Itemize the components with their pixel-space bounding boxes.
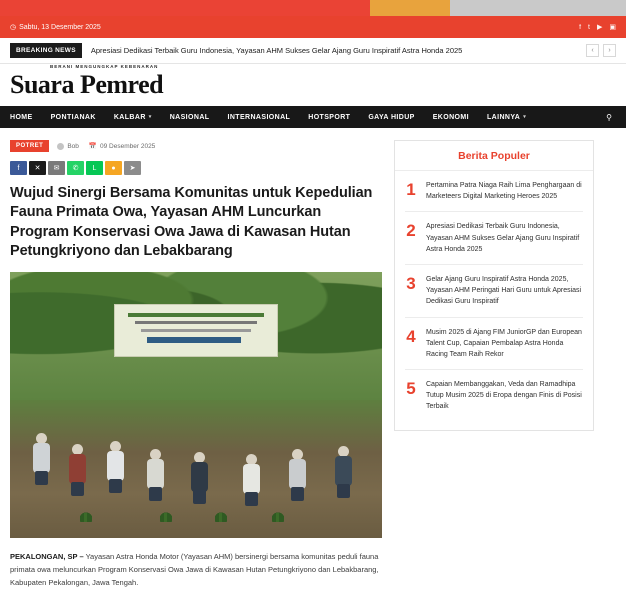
- banner-line-4: [147, 337, 241, 343]
- nav-label: EKONOMI: [432, 113, 469, 121]
- youtube-icon[interactable]: ▶: [596, 24, 603, 31]
- nav-item-gaya-hidup[interactable]: [359, 106, 423, 128]
- article-author: [57, 143, 79, 150]
- banner-line-2: [135, 321, 258, 324]
- search-icon[interactable]: ⚲: [606, 112, 612, 122]
- seedling-2: [160, 506, 172, 522]
- article-meta-row: [10, 140, 382, 152]
- nav-label: HOME: [10, 113, 33, 121]
- breaking-news-bar: [0, 38, 626, 64]
- share-more-button[interactable]: ➤: [124, 161, 141, 175]
- seedling-4: [272, 506, 284, 522]
- browser-tab-active[interactable]: [0, 0, 370, 16]
- person-7: [288, 449, 308, 501]
- nav-item-pontianak[interactable]: [42, 106, 105, 128]
- nav-label: INTERNASIONAL: [227, 113, 291, 121]
- rank-number: 3: [406, 273, 416, 293]
- article-date: [89, 142, 155, 150]
- article-lead-text: Yayasan Astra Honda Motor (Yayasan AHM) bersinergi bersama komunitas peduli fauna primata owa meluncurkan Program Konservasi Owa Jawa di Kawasan Hutan Petungkriyono dan Lebakbarang, Kabupaten Pekalongan, Jawa Tengah.: [10, 552, 379, 588]
- person-8: [334, 446, 354, 498]
- breaking-next-button[interactable]: ›: [603, 44, 616, 57]
- person-legs: [193, 490, 206, 504]
- share-whatsapp-button[interactable]: ✆: [67, 161, 84, 175]
- seedling-3: [215, 506, 227, 522]
- person-legs: [35, 471, 48, 485]
- list-item[interactable]: [405, 369, 583, 422]
- content-area: [0, 128, 626, 590]
- popular-news-list: [395, 171, 593, 430]
- popular-news-widget: [394, 140, 594, 431]
- nav-label: LAINNYA: [486, 113, 521, 121]
- author-icon: [57, 143, 64, 150]
- share-facebook-button[interactable]: f: [10, 161, 27, 175]
- rank-number: 4: [406, 326, 416, 346]
- current-date-label: Sabtu, 13 Desember 2025: [19, 23, 101, 31]
- share-email-button[interactable]: ✉: [48, 161, 65, 175]
- site-logo[interactable]: [10, 64, 164, 99]
- person-head: [72, 444, 83, 455]
- instagram-icon[interactable]: ▣: [609, 24, 616, 31]
- site-name: Suara Pemred: [10, 70, 164, 99]
- author-name: Bob: [67, 142, 79, 150]
- nav-item-ekonomi[interactable]: [424, 106, 478, 128]
- share-messenger-button[interactable]: ●: [105, 161, 122, 175]
- clock-icon: ◷: [10, 24, 17, 31]
- person-body: [33, 443, 50, 473]
- banner-line-1: [128, 313, 264, 317]
- list-item-title: Musim 2025 di Ajang FIM JuniorGP dan European Talent Cup, Capaian Pembalap Astra Honda Racing Team Raih Rekor: [426, 328, 582, 358]
- rank-number: 1: [406, 180, 416, 199]
- nav-item-lainnya[interactable]: [478, 106, 535, 128]
- person-legs: [291, 487, 304, 501]
- person-legs: [245, 492, 258, 506]
- person-legs: [71, 482, 84, 496]
- breaking-news-headline[interactable]: Apresiasi Dedikasi Terbaik Guru Indonesia, Yayasan AHM Sukses Gelar Ajang Guru Inspiratif Astra Honda 2025: [90, 46, 463, 55]
- list-item[interactable]: [405, 317, 583, 370]
- article-dateline: PEKALONGAN, SP –: [10, 552, 84, 562]
- article-lead-paragraph: [10, 550, 382, 589]
- rank-number: 2: [406, 221, 416, 241]
- calendar-icon: 📅: [88, 143, 98, 150]
- list-item[interactable]: [405, 211, 583, 264]
- nav-label: GAYA HIDUP: [368, 113, 415, 121]
- breaking-news-nav: [586, 44, 616, 57]
- share-twitter-button[interactable]: ✕: [29, 161, 46, 175]
- person-head: [194, 452, 205, 463]
- seedling-1: [80, 506, 92, 522]
- person-legs: [149, 487, 162, 501]
- person-legs: [337, 484, 350, 498]
- person-legs: [109, 479, 122, 493]
- event-banner: [114, 304, 278, 357]
- chevron-down-icon: ▾: [148, 114, 152, 120]
- person-body: [191, 462, 208, 492]
- article-date-label: 09 Desember 2025: [100, 142, 156, 150]
- chevron-down-icon: ▾: [523, 114, 527, 120]
- person-6: [242, 454, 262, 506]
- nav-item-nasional[interactable]: [161, 106, 219, 128]
- current-date: [10, 23, 101, 31]
- popular-news-title: Berita Populer: [458, 150, 530, 162]
- social-links: [579, 23, 616, 31]
- banner-line-3: [141, 329, 251, 332]
- main-navigation: [0, 106, 626, 128]
- list-item[interactable]: [405, 171, 583, 211]
- page-title: Wujud Sinergi Bersama Komunitas untuk Kepedulian Fauna Primata Owa, Yayasan AHM Luncurkan Program Konservasi Owa Jawa di Kawasan Hutan Petungkriyono dan Lebakbarang: [10, 185, 373, 259]
- person-4: [146, 449, 166, 501]
- person-2: [68, 444, 88, 496]
- category-badge[interactable]: POTRET: [10, 140, 49, 152]
- person-5: [190, 452, 210, 504]
- person-body: [107, 451, 124, 481]
- nav-label: PONTIANAK: [50, 113, 96, 121]
- nav-item-internasional[interactable]: [218, 106, 299, 128]
- breaking-news-label: BREAKING NEWS: [10, 43, 82, 58]
- sidebar-column: [394, 140, 594, 590]
- breaking-prev-button[interactable]: ‹: [586, 44, 599, 57]
- twitter-icon[interactable]: t: [588, 23, 590, 31]
- nav-label: KALBAR: [113, 113, 146, 121]
- nav-item-hotsport[interactable]: [299, 106, 359, 128]
- share-buttons: [10, 161, 382, 175]
- list-item-title: Apresiasi Dedikasi Terbaik Guru Indonesia, Yayasan AHM Sukses Gelar Ajang Guru Inspiratif Astra Honda 2025: [426, 223, 580, 253]
- rank-number: 5: [406, 379, 416, 399]
- nav-label: HOTSPORT: [308, 113, 351, 121]
- nav-label: NASIONAL: [169, 113, 210, 121]
- nav-item-home[interactable]: [10, 106, 42, 128]
- top-utility-bar: [0, 16, 626, 38]
- site-header: [0, 64, 626, 106]
- article-meta: [57, 142, 155, 150]
- facebook-icon[interactable]: f: [579, 23, 582, 31]
- nav-item-kalbar[interactable]: [105, 106, 161, 128]
- list-item-title: Capaian Membanggakan, Veda dan Ramadhipa Tutup Musim 2025 di Eropa dengan Finis di Posisi Terbaik: [426, 381, 582, 411]
- person-body: [147, 459, 164, 489]
- list-item-title: Gelar Ajang Guru Inspiratif Astra Honda 2025, Yayasan AHM Peringati Hari Guru untuk Apresiasi Dedikasi Guru Inspiratif: [426, 275, 582, 306]
- person-3: [106, 441, 126, 493]
- person-body: [335, 456, 352, 486]
- share-line-button[interactable]: L: [86, 161, 103, 175]
- person-body: [243, 464, 260, 494]
- list-item[interactable]: [405, 264, 583, 317]
- person-body: [289, 459, 306, 489]
- list-item-title: Pertamina Patra Niaga Raih Lima Penghargaan di Marketeers Digital Marketing Heroes 2025: [426, 182, 582, 201]
- article-column: [10, 140, 382, 590]
- browser-chrome-strip: [0, 0, 626, 16]
- person-body: [69, 454, 86, 484]
- browser-tab-secondary[interactable]: [370, 0, 450, 16]
- article-hero-image: [10, 272, 382, 538]
- person-1: [32, 433, 52, 485]
- site-tagline: BERANI MENGUNGKAP KEBENARAN: [50, 64, 159, 69]
